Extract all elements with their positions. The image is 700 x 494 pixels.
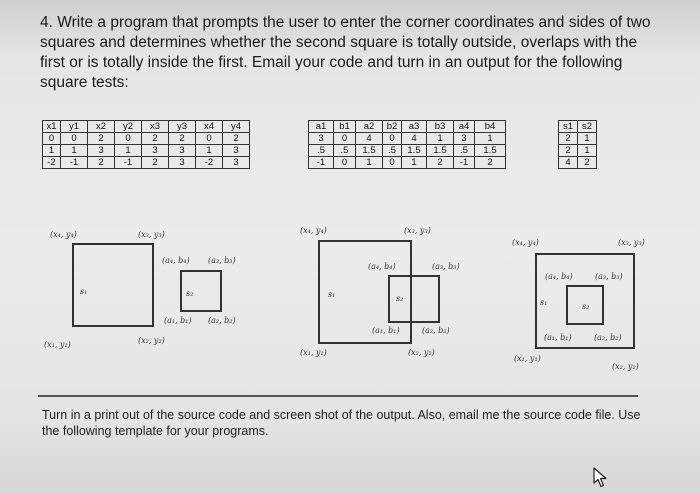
label-x2y2: (x₂, y₂): [612, 362, 639, 371]
table-cell: 1.5: [475, 145, 506, 157]
table-cell: 0: [115, 133, 142, 145]
horizontal-divider: [38, 395, 638, 397]
table-cell: 1: [61, 145, 88, 157]
table-row: [43, 145, 250, 157]
table-cell: 2: [559, 133, 578, 145]
table-cell: 3: [88, 145, 115, 157]
second-square-table: [308, 120, 506, 169]
header-cell: s1: [559, 121, 578, 133]
table-cell: 1: [402, 157, 427, 169]
label-s2: s₂: [396, 294, 404, 303]
header-cell: a4: [454, 121, 475, 133]
table-cell: 1: [43, 145, 61, 157]
table-cell: 2: [88, 133, 115, 145]
label-s2: s₂: [186, 289, 194, 298]
table-cell: 0: [196, 133, 223, 145]
footer-instructions: Turn in a print out of the source code and screen shot of the output. Also, email me the source code file. Use the following template for your programs.: [42, 408, 641, 438]
label-x1y1: (x₁, y₁): [44, 340, 71, 349]
header-cell: a1: [309, 121, 334, 133]
table-row: [309, 133, 506, 145]
header-cell: y3: [169, 121, 196, 133]
label-x4y4: (x₄, y₄): [300, 226, 327, 235]
header-cell: b2: [383, 121, 402, 133]
table-row: [43, 133, 250, 145]
header-cell: x3: [142, 121, 169, 133]
label-x2y2: (x₂, y₂): [408, 348, 435, 357]
table-row: [309, 145, 506, 157]
header-cell: y1: [61, 121, 88, 133]
header-cell: a3: [402, 121, 427, 133]
label-a2b2: (a₂, b₂): [594, 333, 622, 342]
table-cell: 2: [578, 157, 597, 169]
table-cell: 3: [169, 157, 196, 169]
header-cell: b4: [475, 121, 506, 133]
label-x1y1: (x₁, y₁): [514, 354, 541, 363]
label-a3b3: (a₃, b₃): [432, 262, 460, 271]
table-cell: 2: [475, 157, 506, 169]
label-s2: s₂: [582, 302, 590, 311]
table-cell: -1: [115, 157, 142, 169]
table-cell: 1.5: [356, 145, 383, 157]
table-cell: -2: [196, 157, 223, 169]
table-row: [43, 157, 250, 169]
sides-table: [558, 120, 597, 169]
table-cell: 2: [88, 157, 115, 169]
table-cell: 0: [383, 133, 402, 145]
table-cell: 1: [578, 133, 597, 145]
header-cell: x4: [196, 121, 223, 133]
table-cell: -2: [43, 157, 61, 169]
table-cell: .5: [454, 145, 475, 157]
table-cell: 1: [196, 145, 223, 157]
problem-statement: 4. Write a program that prompts the user to enter the corner coordinates and sides of two squares and determines whether the second square is totally outside, overlaps with the first or is totally inside the first. Email your code and turn in an output for the following square tests:: [40, 14, 651, 91]
table-cell: .5: [334, 145, 356, 157]
header-cell: a2: [356, 121, 383, 133]
label-x3y3: (x₃, y₃): [138, 230, 165, 239]
label-a4b4: (a₄, b₄): [162, 256, 190, 265]
table-cell: 2: [427, 157, 454, 169]
table-cell: 1: [578, 145, 597, 157]
header-cell: x1: [43, 121, 61, 133]
label-s1: s₁: [328, 290, 336, 299]
label-a1b1: (a₁, b₁): [372, 326, 400, 335]
label-a1b1: (a₁, b₁): [164, 316, 192, 325]
table-row: [559, 133, 597, 145]
table-cell: 0: [383, 157, 402, 169]
table-header-row: [43, 121, 250, 133]
table-cell: 2: [559, 145, 578, 157]
table-row: [559, 145, 597, 157]
header-cell: b3: [427, 121, 454, 133]
table-cell: 4: [559, 157, 578, 169]
table-cell: 2: [142, 157, 169, 169]
label-x1y1: (x₁, y₁): [300, 348, 327, 357]
table-header-row: [309, 121, 506, 133]
header-cell: b1: [334, 121, 356, 133]
table-cell: 0: [43, 133, 61, 145]
label-x3y3: (x₃, y₃): [404, 226, 431, 235]
table-cell: 2: [169, 133, 196, 145]
table-cell: 0: [61, 133, 88, 145]
table-cell: .5: [309, 145, 334, 157]
table-cell: 1.5: [402, 145, 427, 157]
label-a4b4: (a₄, b₄): [368, 262, 396, 271]
table-cell: 1: [475, 133, 506, 145]
table-cell: 3: [223, 157, 250, 169]
table-row: [559, 157, 597, 169]
table-cell: 4: [356, 133, 383, 145]
label-a2b2: (a₂, b₂): [208, 316, 236, 325]
table-cell: 1: [115, 145, 142, 157]
label-s1: s₁: [540, 298, 548, 307]
label-a3b3: (a₃, b₃): [595, 272, 623, 281]
table-cell: 2: [223, 133, 250, 145]
header-cell: x2: [88, 121, 115, 133]
table-cell: 0: [334, 133, 356, 145]
label-a1b1: (a₁, b₁): [544, 333, 572, 342]
header-cell: y2: [115, 121, 142, 133]
label-a4b4: (a₄, b₄): [545, 272, 573, 281]
table-cell: 2: [142, 133, 169, 145]
first-square: [72, 243, 154, 327]
header-cell: s2: [578, 121, 597, 133]
table-cell: 4: [402, 133, 427, 145]
label-a2b2: (a₂, b₂): [422, 326, 450, 335]
table-cell: -1: [309, 157, 334, 169]
label-x2y2: (x₂, y₂): [138, 336, 165, 345]
first-square-table: [42, 120, 250, 169]
label-s1: s₁: [80, 287, 88, 296]
table-cell: -1: [454, 157, 475, 169]
mouse-pointer-icon: [593, 467, 609, 489]
table-cell: 1: [427, 133, 454, 145]
table-cell: .5: [383, 145, 402, 157]
table-cell: 3: [309, 133, 334, 145]
label-a3b3: (a₃, b₃): [208, 256, 236, 265]
header-cell: y4: [223, 121, 250, 133]
label-x4y4: (x₄, y₄): [50, 230, 77, 239]
table-cell: 3: [142, 145, 169, 157]
table-cell: 1.5: [427, 145, 454, 157]
label-x4y4: (x₄, y₄): [512, 238, 539, 247]
table-cell: 1: [356, 157, 383, 169]
table-cell: -1: [61, 157, 88, 169]
table-row: [309, 157, 506, 169]
table-cell: 0: [334, 157, 356, 169]
table-cell: 3: [223, 145, 250, 157]
table-cell: 3: [454, 133, 475, 145]
table-cell: 3: [169, 145, 196, 157]
label-x3y3: (x₃, y₃): [618, 238, 645, 247]
table-header-row: [559, 121, 597, 133]
